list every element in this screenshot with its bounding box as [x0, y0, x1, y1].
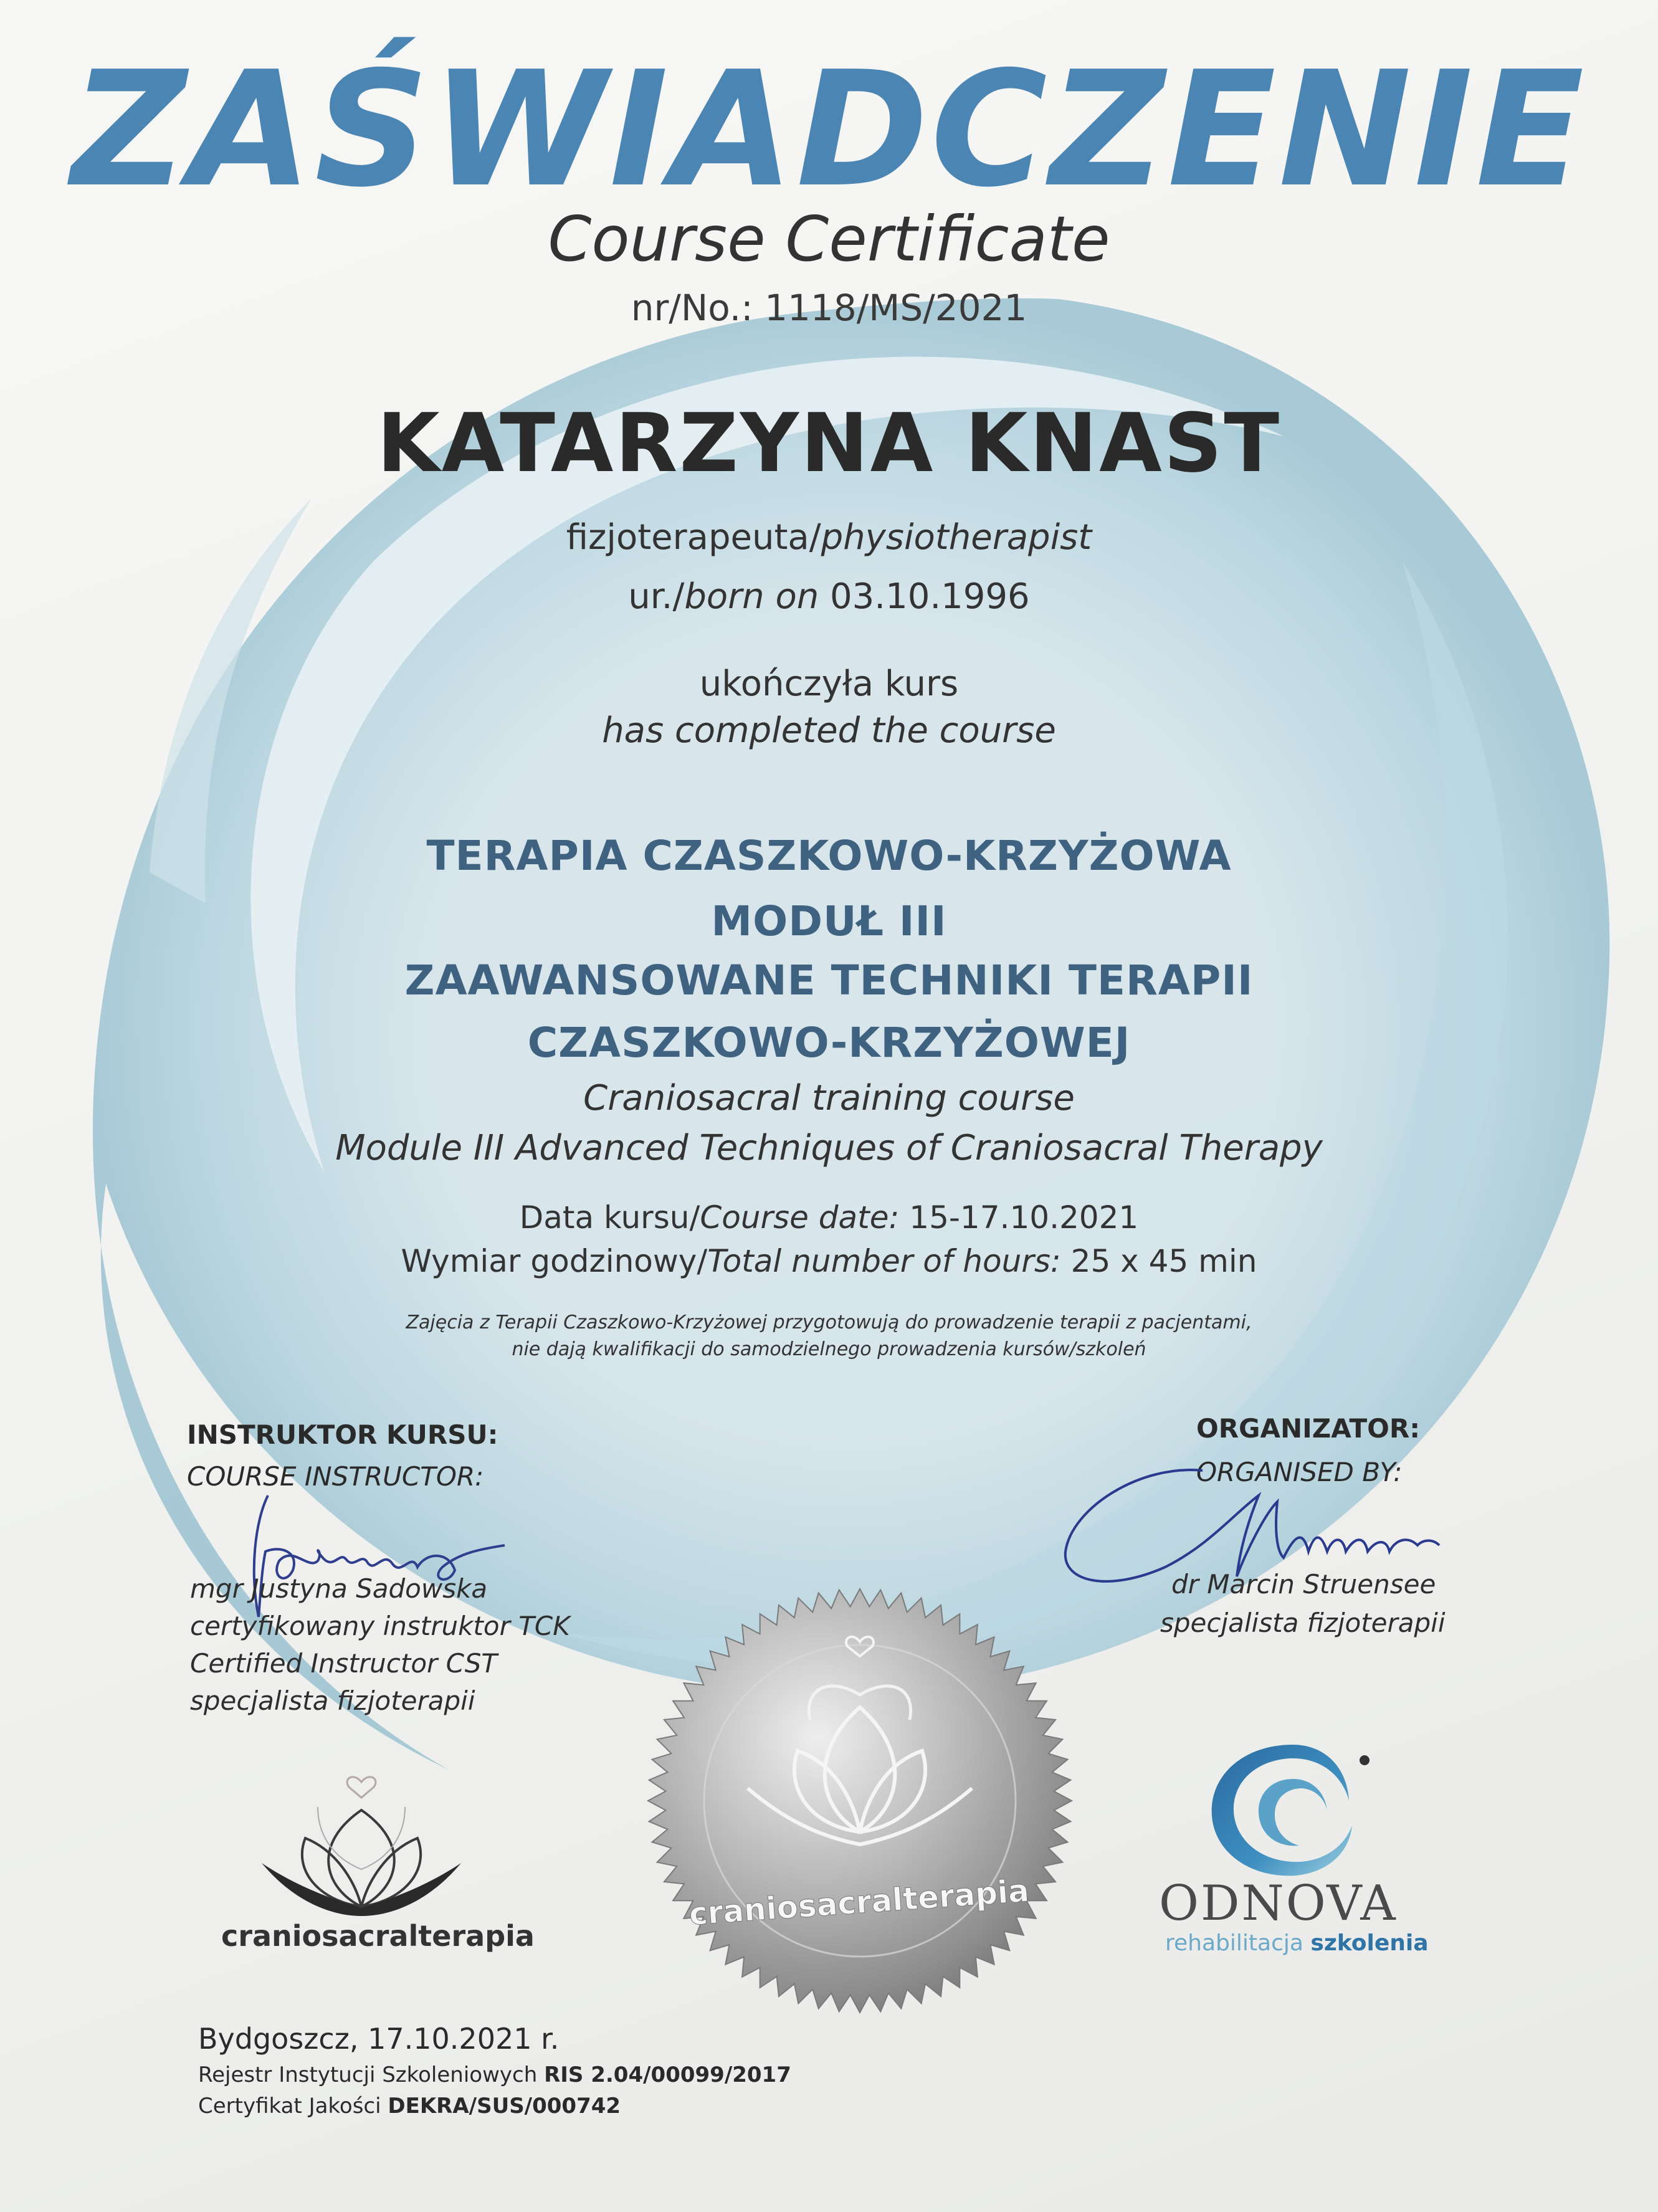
disclaimer-line: Zajęcia z Terapii Czaszkowo-Krzyżowej przygotowują do prowadzenie terapii z pacjentami,	[406, 1312, 1252, 1333]
organizer-line: specjalista fizjoterapii	[1160, 1608, 1446, 1638]
profession-pl: fizjoterapeuta/	[566, 517, 821, 558]
embossed-seal-icon	[642, 1583, 1078, 2019]
course-date	[0, 1199, 1658, 1236]
organizer-label-pl: ORGANIZATOR:	[1196, 1413, 1420, 1444]
number-value: 1118/MS/2021	[765, 287, 1027, 329]
number-label: nr/No.:	[631, 287, 753, 329]
place-date: Bydgoszcz, 17.10.2021 r.	[198, 2022, 560, 2056]
completed-pl: ukończyła kurs	[699, 664, 959, 704]
course-date-label-pl: Data kursu/	[519, 1199, 700, 1236]
recipient-profession	[0, 517, 1658, 558]
course-title-en-line: Craniosacral training course	[583, 1078, 1075, 1118]
instructor-label-pl: INSTRUKTOR KURSU:	[187, 1419, 498, 1450]
instructor-signature-icon	[212, 1477, 536, 1626]
disclaimer-line: nie dają kwalifikacji do samodzielnego prowadzenia kursów/szkoleń	[512, 1338, 1146, 1360]
odnova-name: ODNOVA	[1159, 1876, 1398, 1932]
course-title-line: MODUŁ III	[711, 897, 947, 945]
seal-text: craniosacralterapia	[688, 1872, 1031, 1933]
register-number: RIS 2.04/00099/2017	[544, 2062, 791, 2087]
course-date-value: 15-17.10.2021	[909, 1199, 1139, 1236]
certificate-title: ZAŚWIADCZENIE	[71, 37, 1587, 222]
lotus-logo-icon	[249, 1763, 474, 1925]
instructor-line: specjalista fizjoterapii	[190, 1685, 475, 1716]
course-title-line: ZAAWANSOWANE TECHNIKI TERAPII	[404, 956, 1254, 1004]
odnova-logo-icon	[1184, 1732, 1421, 1894]
profession-en: physiotherapist	[821, 517, 1092, 558]
born-date: 03.10.1996	[830, 576, 1030, 617]
recipient-birth	[0, 576, 1658, 617]
recipient-name: KATARZYNA KNAST	[376, 396, 1282, 490]
course-hours-label-pl: Wymiar godzinowy/	[401, 1243, 708, 1279]
course-hours	[0, 1243, 1658, 1279]
born-en: born on	[684, 576, 819, 617]
course-hours-value: 25 x 45 min	[1070, 1243, 1257, 1279]
register-label: Rejestr Instytucji Szkoleniowych	[198, 2062, 538, 2087]
course-date-label-en: Course date:	[700, 1199, 900, 1236]
odnova-tag2: szkolenia	[1310, 1930, 1429, 1956]
instructor-line: certyfikowany instruktor TCK	[190, 1611, 570, 1641]
quality-line	[198, 2094, 621, 2119]
course-title-line: CZASZKOWO-KRZYŻOWEJ	[527, 1019, 1131, 1067]
organizer-label-en: ORGANISED BY:	[1196, 1457, 1403, 1487]
certificate-subtitle: Course Certificate	[548, 203, 1110, 275]
instructor-label-en: COURSE INSTRUCTOR:	[187, 1461, 484, 1492]
odnova-tagline	[1165, 1930, 1429, 1956]
organizer-line: dr Marcin Struensee	[1171, 1569, 1436, 1599]
certificate-number	[0, 287, 1658, 329]
course-title-line: TERAPIA CZASZKOWO-KRZYŻOWA	[426, 832, 1232, 880]
cranio-logo-text: craniosacralterapia	[221, 1919, 535, 1953]
register-line	[198, 2062, 791, 2087]
quality-label: Certyfikat Jakości	[198, 2094, 381, 2119]
instructor-line: mgr Justyna Sadowska	[190, 1573, 488, 1604]
odnova-tag1: rehabilitacja	[1165, 1930, 1303, 1956]
born-pl: ur./	[628, 576, 685, 617]
instructor-line: Certified Instructor CST	[190, 1648, 498, 1679]
quality-number: DEKRA/SUS/000742	[388, 2094, 621, 2119]
course-title-en-line: Module III Advanced Techniques of Craniosacral Therapy	[335, 1128, 1323, 1168]
completed-en: has completed the course	[602, 710, 1056, 751]
course-hours-label-en: Total number of hours:	[707, 1243, 1061, 1279]
